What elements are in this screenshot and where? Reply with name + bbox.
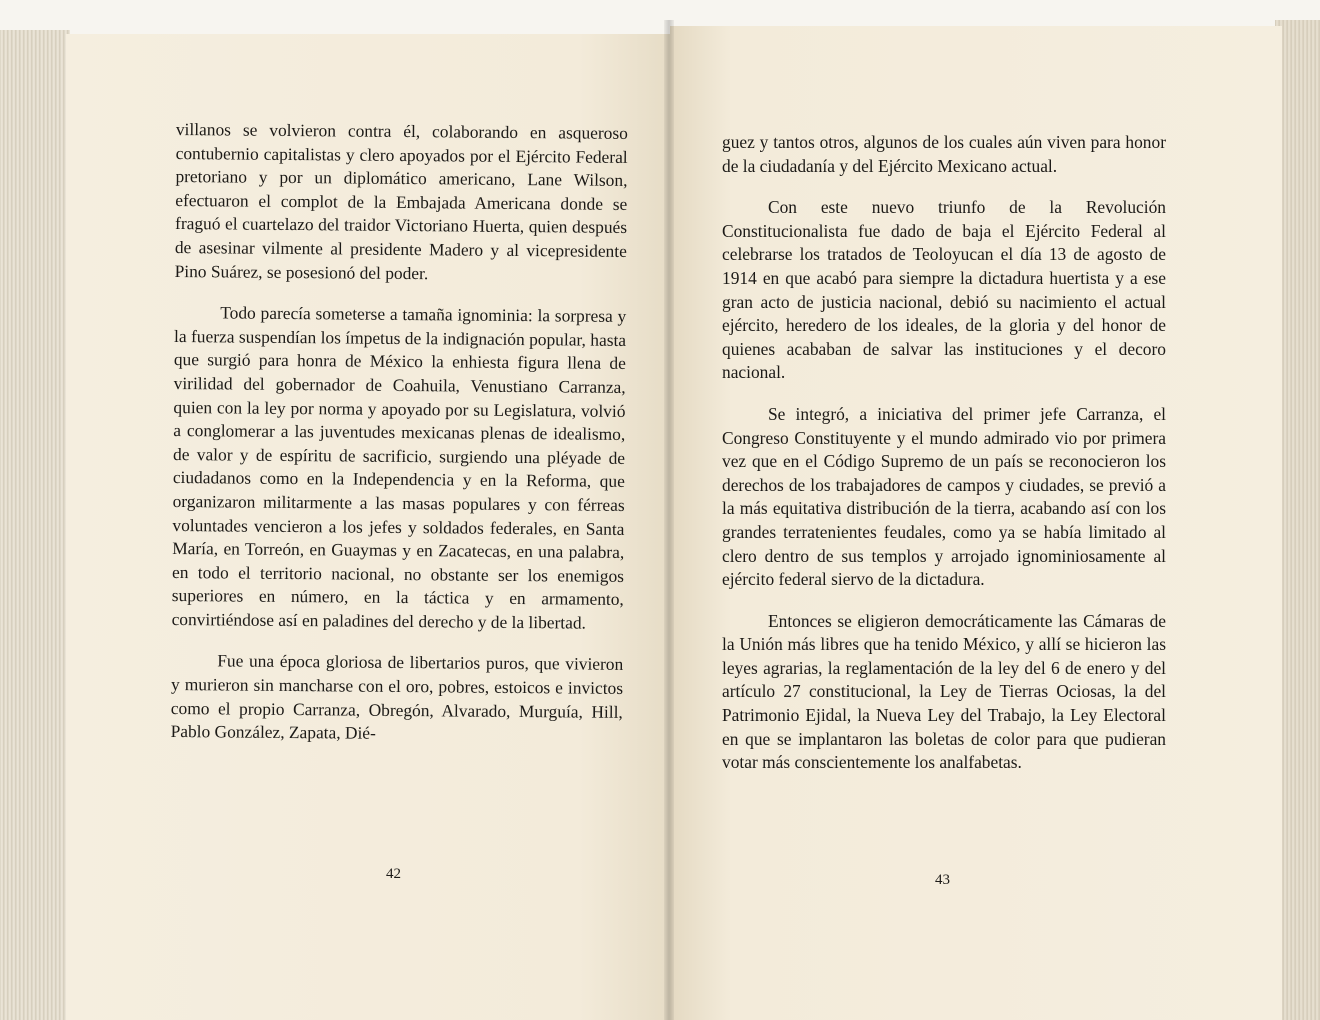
paragraph: Entonces se eligieron democráticamente las Cámaras de la Unión más libres que ha tenido México, y allí se hicieron las leyes agrarias, la reglamentación de la ley del 6 de enero y del artículo 27 constitucional, la Ley de Tierras Ociosas, la del Patrimonio Ejidal, la Nueva Ley del Trabajo, la Ley Electoral en que se implantaron las boletas de color para que pudieran votar más conscientemente los analfabetas. [722, 610, 1166, 773]
right-page-text [722, 131, 1166, 793]
paragraph: Con este nuevo triunfo de la Revolución Constitucionalista fue dado de baja el Ejército Federal al celebrarse los tratados de Teoloyucan el día 13 de agosto de 1914 en que acabó para siempre la dictadura huertista y a ese gran acto de justicia nacional, debió su nacimiento el actual ejército, heredero de los ideales, de la gloria y del honor de quienes acababan de salvar las instituciones y el decoro nacional. [722, 197, 1166, 383]
paragraph: Se integró, a iniciativa del primer jefe Carranza, el Congreso Constituyente y el mundo admirado vio por primera vez que en el Código Supremo de un país se reconocieron los derechos de los trabajadores de campos y ciudades, se previó a la más equitativa distribución de la tierra, acabando así con los grandes terratenientes feudales, como ya se había limitado al clero dentro de sus templos y arrojado ignominiosamente al ejército federal siervo de la dictadura. [722, 403, 1166, 590]
paragraph: villanos se volvieron contra él, colaborando en asqueroso contubernio capitalistas y clero apoyados por el Ejército Federal pretoriano y por un diplomático americano, Lane Wilson, efectuaron el complot de la Embajada Americana donde se fraguó el cuartelazo del traidor Victoriano Huerta, quien después de asesinar vilmente al presidente Madero y al vicepresidente Pino Suárez, se posesionó del poder. [174, 118, 628, 283]
page-number-left: 42 [386, 866, 401, 882]
page-edges-left [0, 30, 70, 1020]
paragraph: Todo parecía someterse a tamaña ignominia: la sorpresa y la fuerza suspendían los ímpetus de la indignación popular, hasta que surgió para honra de México la enhiesta figura llena de virilidad del gobernador de Coahuila, Venustiano Carranza, quien con la ley por norma y apoyado por su Legislatura, volvió a conglomerar a las juventudes mexicanas plenas de idealismo, de valor y de espíritu de sacrificio, surgiendo una pléyade de ciudadanos como en la Independencia y en la Reforma, que organizaron militarmente a las masas populares y con férreas voluntades vencieron a los jefes y soldados federales, en Santa María, en Torreón, en Guaymas y en Zacatecas, en una palabra, en todo el territorio nacional, no obstante ser los enemigos superiores en número, en la táctica y en armamento, convirtiéndose así en paladines del derecho y de la libertad. [171, 302, 627, 633]
paragraph: guez y tantos otros, algunos de los cuales aún viven para honor de la ciudadanía y del Ejército Mexicano actual. [722, 132, 1166, 176]
page-number-right: 43 [935, 872, 950, 888]
paragraph: Fue una época gloriosa de libertarios puros, que vivieron y murieron sin mancharse con el oro, pobres, estoicos e invictos como el propio Carranza, Obregón, Alvarado, Murguía, Hill, Pablo González, Zapata, Dié- [170, 650, 624, 744]
book-gutter [664, 20, 674, 1020]
left-page-text [170, 118, 628, 766]
